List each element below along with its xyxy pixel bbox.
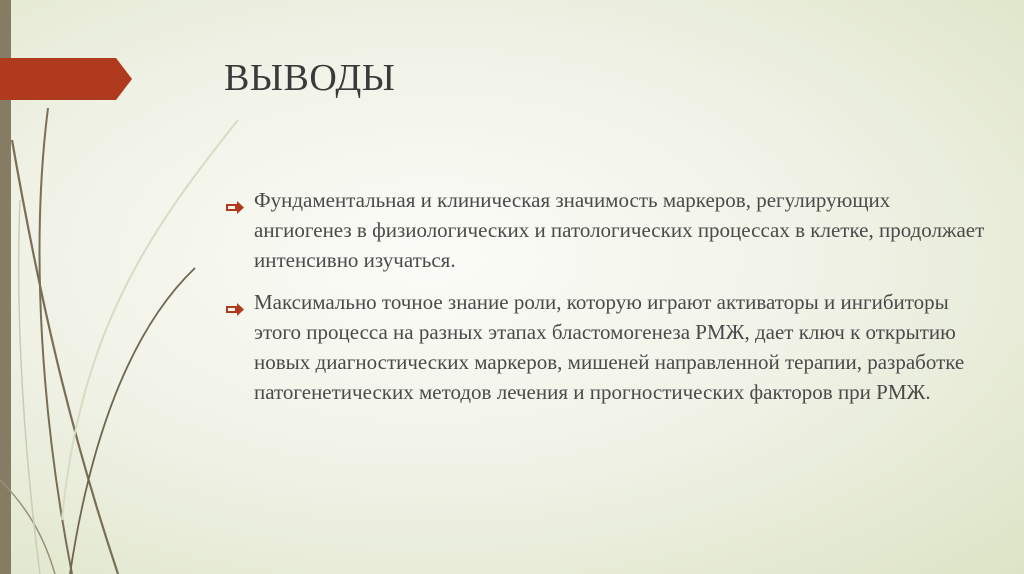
bullet-text: Максимально точное знание роли, которую играют активаторы и ингибиторы этого процесса на разных этапах бластомогенеза РМЖ, дает ключ к открытию новых диагностических маркеров, мишеней направленной терапии, разработке патогенетических методов лечения и прогностических факторов при РМЖ. [254, 290, 965, 404]
slide-title: ВЫВОДЫ [224, 57, 396, 99]
title-accent-tab [0, 58, 132, 100]
bullet-list [226, 185, 986, 419]
list-item [226, 287, 986, 407]
arrow-bullet-icon [226, 294, 244, 307]
arrow-bullet-icon [226, 192, 244, 205]
list-item [226, 185, 986, 275]
bullet-text: Фундаментальная и клиническая значимость маркеров, регулирующих ангиогенез в физиологических и патологических процессах в клетке, продолжает интенсивно изучаться. [254, 188, 985, 272]
